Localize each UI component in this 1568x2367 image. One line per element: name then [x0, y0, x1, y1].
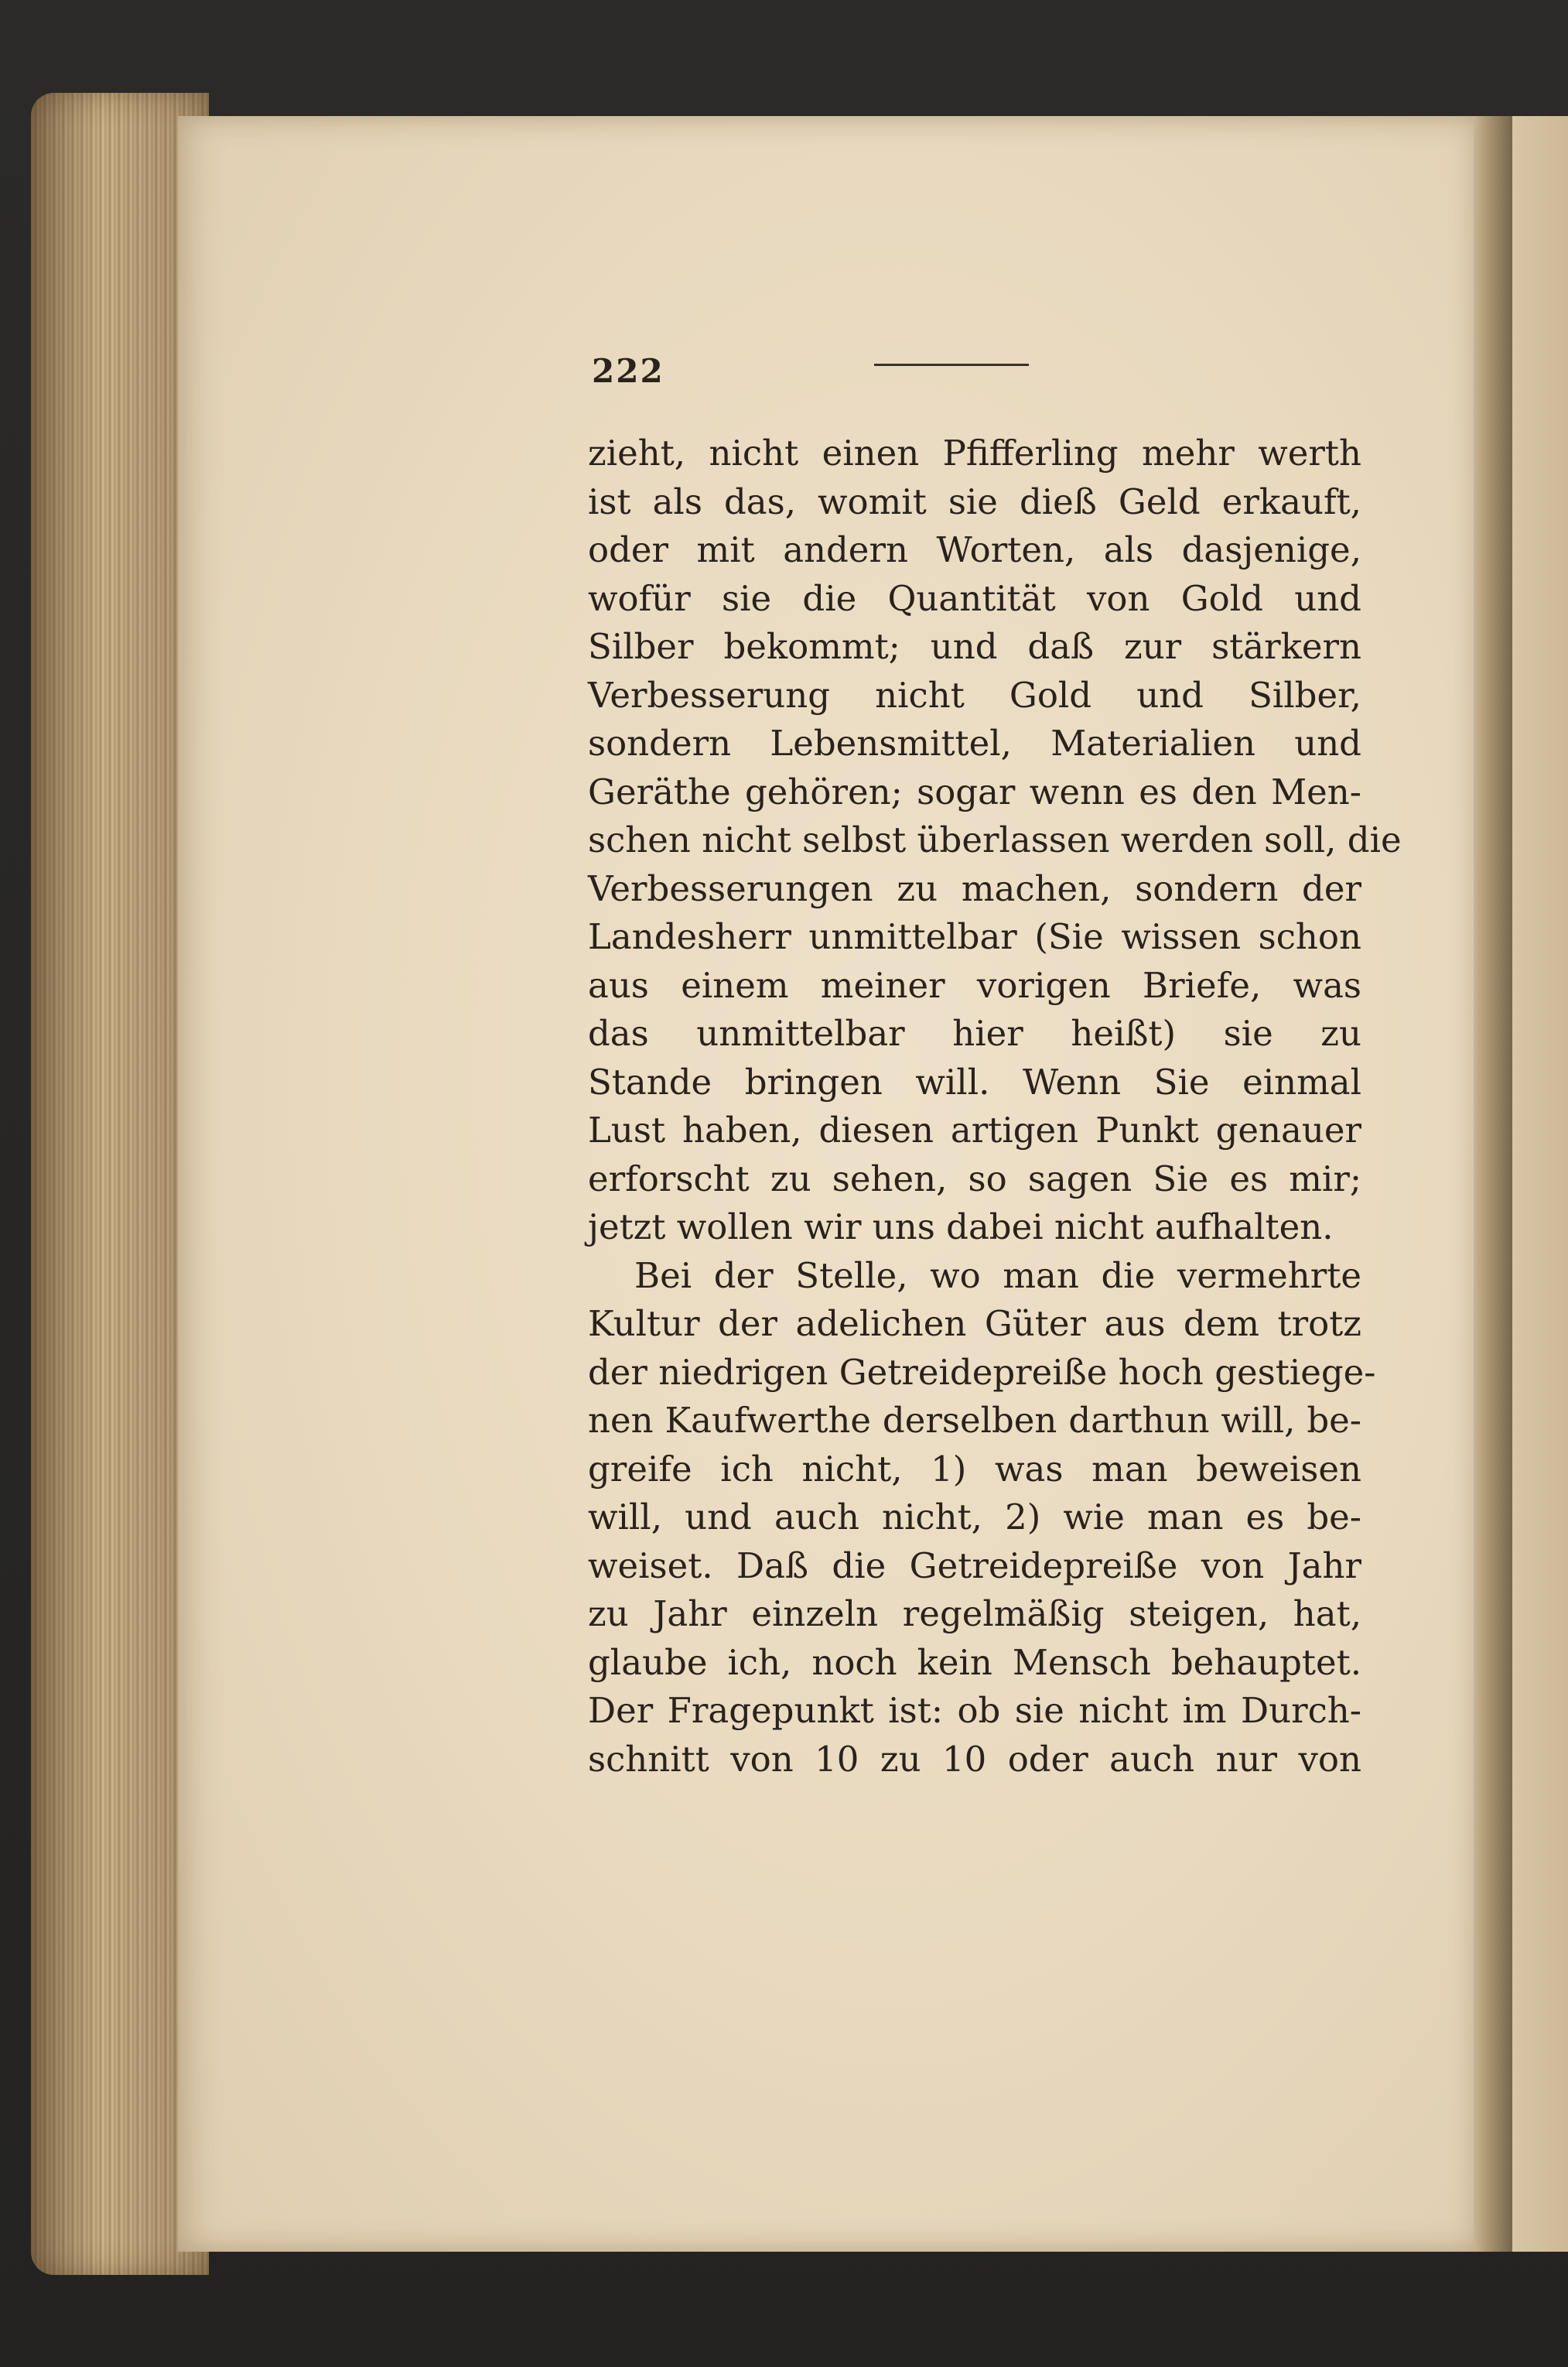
text-line: weiset. Daß die Getreidepreiße von Jahr — [588, 1544, 1361, 1586]
text-line: sondern Lebensmittel, Materialien und — [588, 723, 1361, 764]
header-rule — [874, 364, 1029, 366]
text-line: erforscht zu sehen, so sagen Sie es mir; — [588, 1158, 1361, 1199]
text-line: Geräthe gehören; sogar wenn es den Men- — [588, 771, 1361, 812]
text-line: schnitt von 10 zu 10 oder auch nur von — [588, 1738, 1361, 1780]
text-line: Der Fragepunkt ist: ob sie nicht im Durch- — [588, 1690, 1361, 1731]
text-line: Silber bekommt; und daß zur stärkern — [588, 626, 1361, 667]
text-line: glaube ich, noch kein Mensch behauptet. — [588, 1641, 1361, 1683]
text-line: Verbesserungen zu machen, sondern der — [588, 867, 1361, 909]
text-line: Kultur der adelichen Güter aus dem trotz — [588, 1303, 1361, 1344]
text-line: schen nicht selbst überlassen werden soll, die — [588, 819, 1402, 860]
text-line: Landesherr unmittelbar (Sie wissen schon — [588, 916, 1361, 957]
text-line: Lust haben, diesen artigen Punkt genauer — [588, 1110, 1361, 1151]
text-line: jetzt wollen wir uns dabei nicht aufhalten. — [588, 1206, 1334, 1247]
text-line: Verbesserung nicht Gold und Silber, — [588, 674, 1361, 716]
text-line: ist als das, womit sie dieß Geld erkauft, — [588, 481, 1361, 522]
text-line: zieht, nicht einen Pfifferling mehr werth — [588, 433, 1361, 474]
page-text — [588, 429, 1402, 1784]
text-line: wofür sie die Quantität von Gold und — [588, 577, 1361, 619]
text-line: will, und auch nicht, 2) wie man es be- — [588, 1496, 1361, 1538]
book-gutter — [1474, 116, 1516, 2252]
facing-page-edge — [1512, 116, 1568, 2252]
page-header — [592, 352, 1365, 398]
text-line: Stande bringen will. Wenn Sie einmal — [588, 1061, 1361, 1103]
text-line: zu Jahr einzeln regelmäßig steigen, hat, — [588, 1593, 1361, 1634]
text-line: der niedrigen Getreidepreiße hoch gestiege- — [588, 1351, 1376, 1393]
text-line: oder mit andern Worten, als dasjenige, — [588, 529, 1361, 570]
text-line: das unmittelbar hier heißt) sie zu — [588, 1013, 1361, 1054]
text-line: aus einem meiner vorigen Briefe, was — [588, 964, 1361, 1006]
page-number: 222 — [592, 352, 664, 390]
text-line: greife ich nicht, 1) was man beweisen — [588, 1448, 1361, 1490]
text-line: Bei der Stelle, wo man die vermehrte — [634, 1254, 1361, 1296]
text-line: nen Kaufwerthe derselben darthun will, be- — [588, 1400, 1361, 1441]
